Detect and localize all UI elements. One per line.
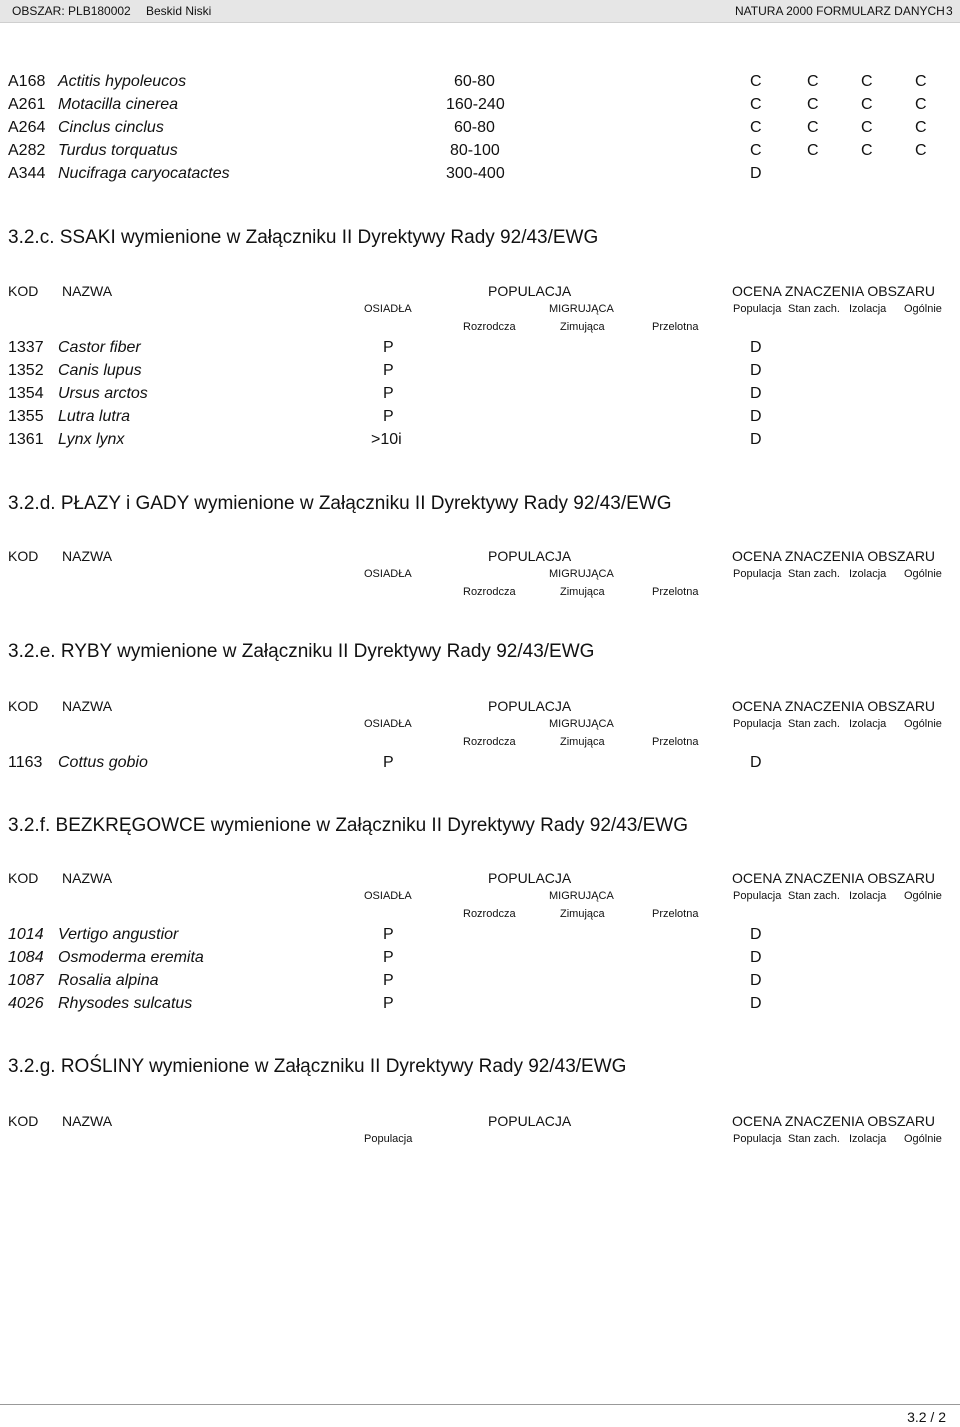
row-osiadla: P [383,926,394,943]
col-osiadla: OSIADŁA [364,718,412,730]
col-stan-zach: Stan zach. [788,890,840,902]
col-nazwa: NAZWA [62,870,113,886]
row-osiadla: P [383,385,394,402]
col-rozrodcza: Rozrodcza [463,736,516,748]
row-nazwa: Ursus arctos [58,385,148,402]
row-nazwa: Motacilla cinerea [58,96,179,113]
footer-page-label: 3.2 / 2 [907,1409,946,1425]
row-nazwa: Vertigo angustior [58,926,179,943]
row-ocena: D [750,754,762,771]
col-stan-zach: Stan zach. [788,568,840,580]
row-kod: 4026 [8,995,44,1012]
row-ocena: D [750,431,762,448]
row-kod: 1361 [8,431,44,448]
col-stan-zach: Stan zach. [788,303,840,315]
row-ocena-stan: C [807,73,819,90]
row-kod: 1354 [8,385,44,402]
col-zimujaca: Zimująca [560,736,605,748]
col-ocena: OCENA ZNACZENIA OBSZARU [732,870,936,886]
row-ocena: D [750,995,762,1012]
row-populacja: 60-80 [454,73,495,90]
row-nazwa: Cinclus cinclus [58,119,164,136]
col-populacja: POPULACJA [488,283,572,299]
col-osiadla: OSIADŁA [364,568,412,580]
row-nazwa: Canis lupus [58,362,142,379]
row-nazwa: Lynx lynx [58,431,125,448]
row-kod: A168 [8,73,46,90]
row-nazwa: Turdus torquatus [58,142,178,159]
page-header [0,0,960,23]
col-migrujaca: MIGRUJĄCA [549,890,614,902]
row-nazwa: Castor fiber [58,339,141,356]
row-kod: 1337 [8,339,44,356]
row-ocena-populacja: C [750,73,762,90]
section-title-rosliny: 3.2.g. ROŚLINY wymienione w Załączniku II Dyrektywy Rady 92/43/EWG [8,1056,627,1077]
section-title-ssaki: 3.2.c. SSAKI wymienione w Załączniku II Dyrektywy Rady 92/43/EWG [8,227,599,248]
col-kod: KOD [8,548,39,564]
row-ocena: D [750,972,762,989]
col-rozrodcza: Rozrodcza [463,908,516,920]
row-nazwa: Cottus gobio [58,754,148,771]
col-ocena-populacja: Populacja [733,568,782,580]
row-osiadla: P [383,972,394,989]
row-ocena-izolacja: C [861,142,873,159]
section-title-bezkregowce: 3.2.f. BEZKRĘGOWCE wymienione w Załączniku II Dyrektywy Rady 92/43/EWG [8,815,688,836]
row-osiadla: P [383,949,394,966]
col-populacja: POPULACJA [488,870,572,886]
row-ocena-ogolnie: C [915,96,927,113]
col-migrujaca: MIGRUJĄCA [549,303,614,315]
row-ocena: D [750,385,762,402]
row-kod: A344 [8,165,46,182]
col-kod: KOD [8,1113,39,1129]
col-ocena-populacja: Populacja [733,890,782,902]
row-nazwa: Actitis hypoleucos [58,73,187,90]
section-title-plazy-gady: 3.2.d. PŁAZY i GADY wymienione w Załączniku II Dyrektywy Rady 92/43/EWG [8,493,672,514]
row-osiadla: P [383,339,394,356]
row-ocena: D [750,926,762,943]
row-ocena-populacja: C [750,142,762,159]
form-title: NATURA 2000 FORMULARZ DANYCH [735,4,945,18]
row-nazwa: Osmoderma eremita [58,949,204,966]
col-izolacja: Izolacja [849,1133,887,1145]
col-ocena-populacja: Populacja [733,1133,782,1145]
row-ocena: D [750,408,762,425]
col-przelotna: Przelotna [652,908,699,920]
col-kod: KOD [8,870,39,886]
row-ocena: D [750,339,762,356]
col-ocena-populacja: Populacja [733,303,782,315]
row-ocena-stan: C [807,119,819,136]
col-ocena: OCENA ZNACZENIA OBSZARU [732,548,936,564]
row-nazwa: Rhysodes sulcatus [58,995,193,1012]
col-nazwa: NAZWA [62,548,113,564]
row-ocena-izolacja: C [861,96,873,113]
col-przelotna: Przelotna [652,736,699,748]
col-ogolnie: Ogólnie [904,1133,942,1145]
row-ocena-stan: C [807,96,819,113]
col-przelotna: Przelotna [652,586,699,598]
col-rozrodcza: Rozrodcza [463,586,516,598]
col-ocena: OCENA ZNACZENIA OBSZARU [732,283,936,299]
row-ocena-stan: C [807,142,819,159]
row-ocena-populacja: C [750,119,762,136]
col-izolacja: Izolacja [849,890,887,902]
row-kod: A261 [8,96,46,113]
row-kod: 1352 [8,362,44,379]
col-kod: KOD [8,698,39,714]
col-izolacja: Izolacja [849,718,887,730]
col-kod: KOD [8,283,39,299]
col-ocena: OCENA ZNACZENIA OBSZARU [732,1113,936,1129]
row-osiadla: P [383,754,394,771]
col-ogolnie: Ogólnie [904,568,942,580]
row-ocena-izolacja: C [861,119,873,136]
col-izolacja: Izolacja [849,303,887,315]
row-nazwa: Nucifraga caryocatactes [58,165,230,182]
section-title-ryby: 3.2.e. RYBY wymienione w Załączniku II Dyrektywy Rady 92/43/EWG [8,641,595,662]
col-zimujaca: Zimująca [560,908,605,920]
col-stan-zach: Stan zach. [788,1133,840,1145]
col-zimujaca: Zimująca [560,586,605,598]
area-code: OBSZAR: PLB180002 [12,4,131,18]
col-migrujaca: MIGRUJĄCA [549,568,614,580]
col-rozrodcza: Rozrodcza [463,321,516,333]
col-populacja: POPULACJA [488,548,572,564]
col-osiadla: OSIADŁA [364,303,412,315]
row-ocena: D [750,362,762,379]
page-footer [0,1404,960,1427]
row-ocena: D [750,949,762,966]
row-nazwa: Lutra lutra [58,408,131,425]
row-kod: 1087 [8,972,44,989]
area-name: Beskid Niski [146,4,212,18]
row-ocena-populacja: D [750,165,762,182]
row-ocena-ogolnie: C [915,73,927,90]
col-nazwa: NAZWA [62,283,113,299]
col-stan-zach: Stan zach. [788,718,840,730]
col-ogolnie: Ogólnie [904,890,942,902]
row-populacja: 160-240 [446,96,505,113]
row-osiadla: >10i [371,431,402,448]
row-kod: 1084 [8,949,44,966]
col-populacja-sub: Populacja [364,1133,413,1145]
row-kod: A282 [8,142,46,159]
page-number: 3 [946,4,953,18]
row-osiadla: P [383,995,394,1012]
col-izolacja: Izolacja [849,568,887,580]
row-kod: 1163 [8,754,43,771]
col-ogolnie: Ogólnie [904,718,942,730]
col-zimujaca: Zimująca [560,321,605,333]
row-kod: 1014 [8,926,44,943]
row-ocena-ogolnie: C [915,142,927,159]
col-populacja: POPULACJA [488,698,572,714]
row-ocena-izolacja: C [861,73,873,90]
col-ocena-populacja: Populacja [733,718,782,730]
row-ocena-ogolnie: C [915,119,927,136]
col-migrujaca: MIGRUJĄCA [549,718,614,730]
col-przelotna: Przelotna [652,321,699,333]
row-osiadla: P [383,362,394,379]
col-ocena: OCENA ZNACZENIA OBSZARU [732,698,936,714]
row-nazwa: Rosalia alpina [58,972,159,989]
row-kod: 1355 [8,408,44,425]
row-ocena-populacja: C [750,96,762,113]
row-populacja: 300-400 [446,165,505,182]
col-ogolnie: Ogólnie [904,303,942,315]
col-nazwa: NAZWA [62,698,113,714]
col-populacja: POPULACJA [488,1113,572,1129]
row-osiadla: P [383,408,394,425]
row-kod: A264 [8,119,46,136]
row-populacja: 80-100 [450,142,500,159]
col-nazwa: NAZWA [62,1113,113,1129]
row-populacja: 60-80 [454,119,495,136]
col-osiadla: OSIADŁA [364,890,412,902]
